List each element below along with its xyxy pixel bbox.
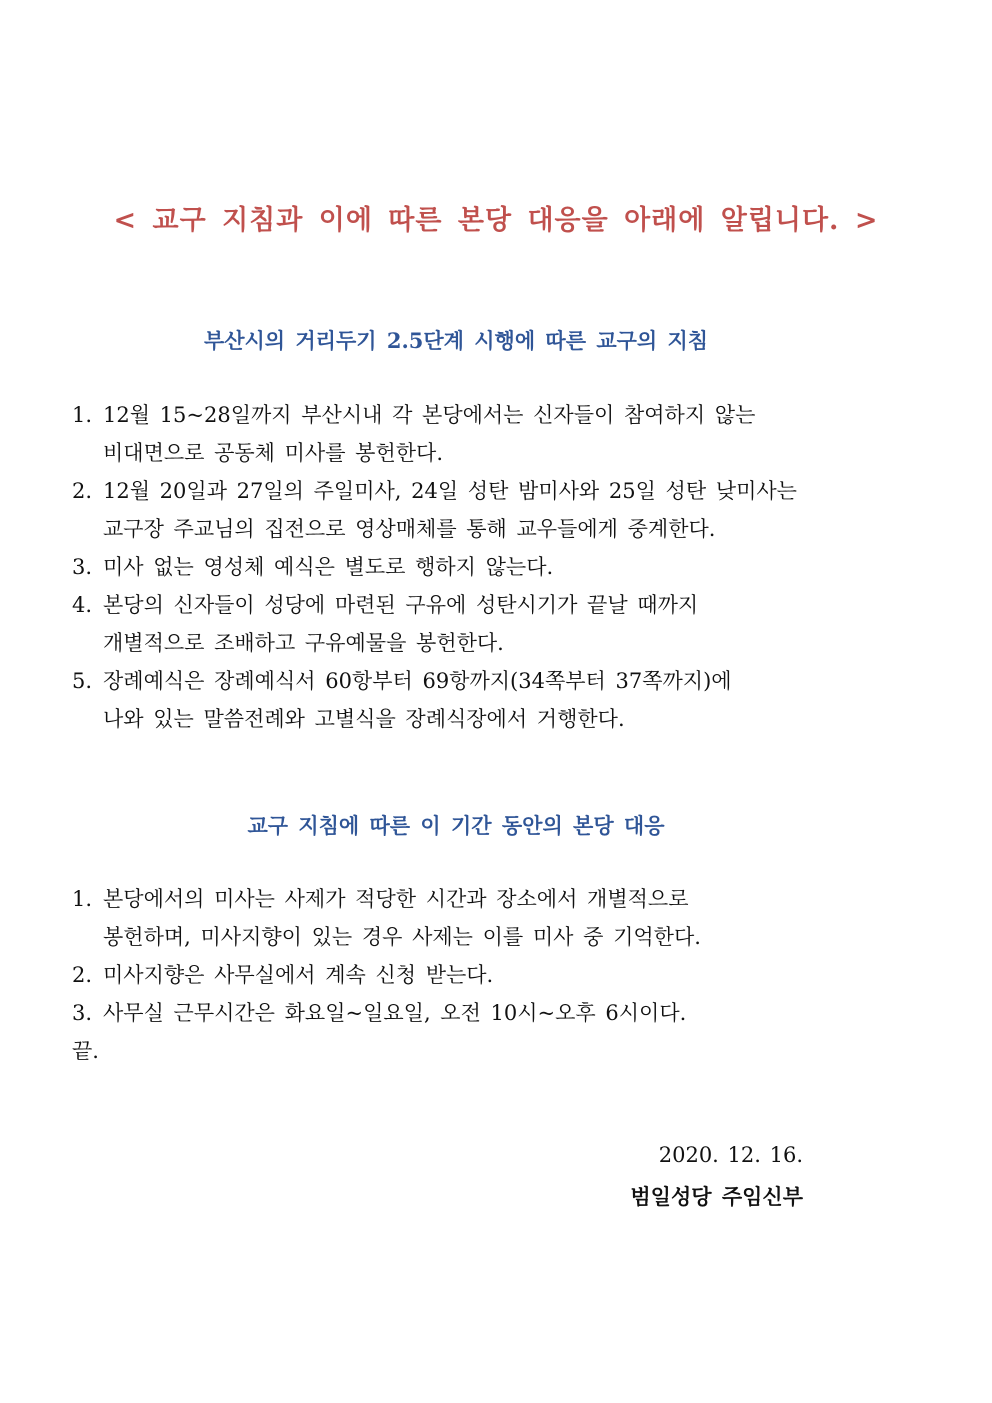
signature: 범일성당 주임신부	[630, 1184, 803, 1209]
list-item	[72, 880, 701, 956]
list-item-number: 1.	[72, 403, 93, 427]
list-item-number: 3.	[72, 1001, 93, 1025]
list-item-text: 본당의 신자들이 성당에 마련된 구유에 성탄시기가 끝날 때까지	[103, 593, 699, 617]
list-item-number: 4.	[72, 593, 93, 617]
list-item-text: 미사 없는 영성체 예식은 별도로 행하지 않는다.	[103, 555, 554, 579]
section-heading-diocese-guidelines: 부산시의 거리두기 2.5단계 시행에 따른 교구의 지침	[203, 328, 709, 353]
list-item	[72, 994, 701, 1032]
list-item-text: 비대면으로 공동체 미사를 봉헌한다.	[103, 441, 443, 465]
list-item	[72, 586, 797, 662]
list-item	[72, 662, 797, 738]
list-item-text: 미사지향은 사무실에서 계속 신청 받는다.	[103, 963, 494, 987]
list-item-text: 장례예식은 장례예식서 60항부터 69항까지(34쪽부터 37쪽까지)에	[103, 669, 732, 693]
list-item	[72, 548, 797, 586]
end-mark: 끝.	[72, 1039, 99, 1063]
list-item-number: 1.	[72, 887, 93, 911]
list-item-number: 2.	[72, 479, 93, 503]
list-item-text: 본당에서의 미사는 사제가 적당한 시간과 장소에서 개별적으로	[103, 887, 689, 911]
list-item	[72, 956, 701, 994]
page-title: < 교구 지침과 이에 따른 본당 대응을 아래에 알립니다. >	[113, 205, 879, 236]
list-item-text: 봉헌하며, 미사지향이 있는 경우 사제는 이를 미사 중 기억한다.	[103, 925, 701, 949]
list-item-text: 나와 있는 말씀전례와 고별식을 장례식장에서 거행한다.	[103, 707, 625, 731]
notice-date: 2020. 12. 16.	[658, 1143, 803, 1167]
list-item-number: 5.	[72, 669, 93, 693]
list-item-text: 개별적으로 조배하고 구유예물을 봉헌한다.	[103, 631, 504, 655]
list-item	[72, 472, 797, 548]
list-item	[72, 396, 797, 472]
list-item-text: 교구장 주교님의 집전으로 영상매체를 통해 교우들에게 중계한다.	[103, 517, 716, 541]
parish-response-list	[72, 880, 701, 1070]
diocese-guidelines-list	[72, 396, 797, 738]
list-item-text: 12월 20일과 27일의 주일미사, 24일 성탄 밤미사와 25일 성탄 낮미사는	[103, 479, 797, 503]
list-item-number: 2.	[72, 963, 93, 987]
list-item-text: 12월 15~28일까지 부산시내 각 본당에서는 신자들이 참여하지 않는	[103, 403, 756, 427]
list-item-text: 사무실 근무시간은 화요일~일요일, 오전 10시~오후 6시이다.	[103, 1001, 687, 1025]
section-heading-parish-response: 교구 지침에 따른 이 기간 동안의 본당 대응	[247, 813, 665, 838]
list-item-number: 3.	[72, 555, 93, 579]
